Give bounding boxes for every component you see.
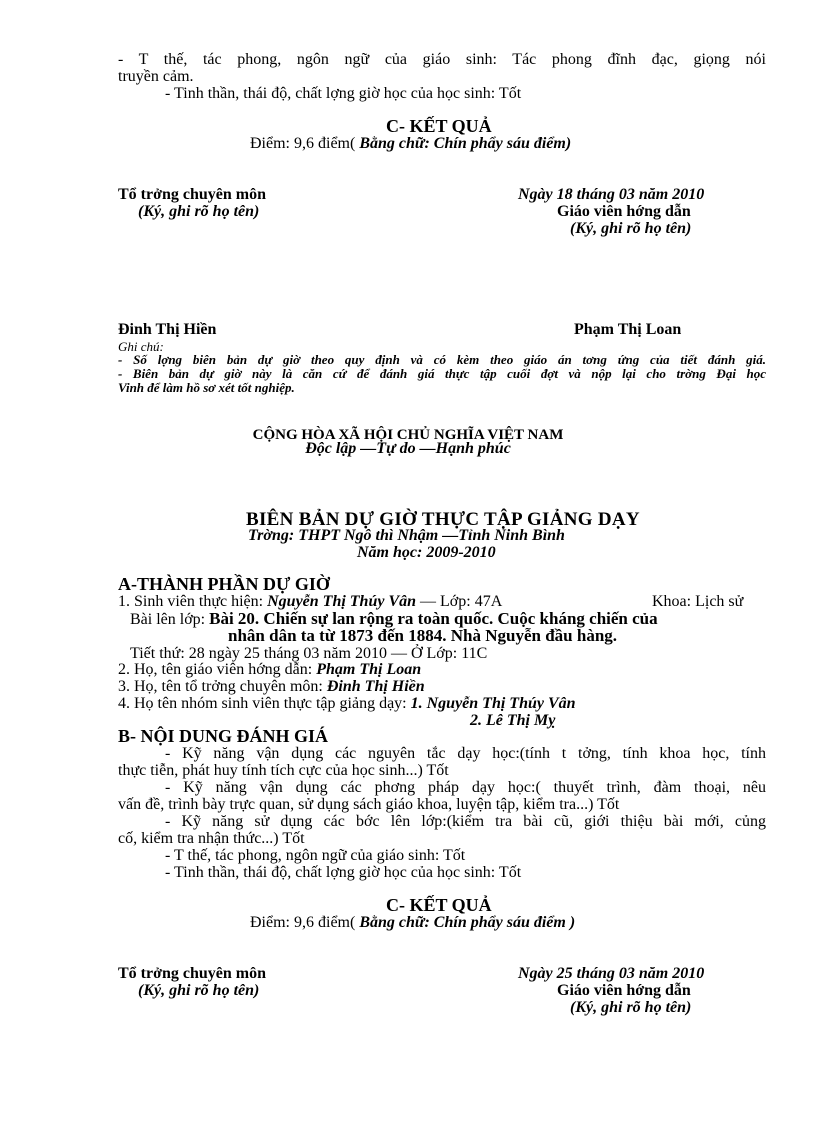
motto: Độc lập —Tự do —Hạnh phúc [305, 440, 511, 457]
section-a-heading: A-THÀNH PHẦN DỰ GIỜ [118, 574, 330, 594]
bottom-diem-prefix: Điểm: 9,6 điểm( [250, 914, 356, 931]
note-line-2a: - Biên bản dự giờ này là căn cứ để đánh giá thực tập cuối đợt và nộp lại cho trờng Đại học [118, 366, 766, 381]
bottom-gv-huong-dan: Giáo viên hớng dẫn [557, 982, 691, 999]
top-diem [250, 135, 571, 152]
criterion-3b: cố, kiểm tra nhận thức...) Tốt [118, 830, 305, 847]
item4-member-2: 2. Lê Thị Mỵ [470, 712, 556, 729]
top-ngay: Ngày 18 tháng 03 năm 2010 [518, 186, 705, 203]
bottom-diem-words: Bằng chữ: Chín phẩy sáu điểm ) [355, 914, 576, 931]
item1-label: 1. Sinh viên thực hiện: [118, 593, 268, 610]
item4-label: 4. Họ tên nhóm sinh viên thực tập giảng dạy: [118, 695, 411, 712]
bottom-ket-qua-title: C- KẾT QUẢ [386, 895, 492, 915]
bottom-ky-ghi-left: (Ký, ghi rõ họ tên) [138, 982, 260, 999]
top-name-right: Phạm Thị Loan [574, 321, 682, 338]
item3-label: 3. Họ, tên tổ trởng chuyên môn: [118, 678, 327, 695]
top-ky-ghi-left: (Ký, ghi rõ họ tên) [138, 203, 260, 220]
top-diem-words: Bằng chữ: Chín phẩy sáu điểm) [355, 135, 572, 152]
criterion-1a: - Kỹ năng vận dụng các nguyên tắc dạy học:(tính t tởng, tính khoa học, tính [165, 745, 766, 762]
top-tac-phong-line1: - T thế, tác phong, ngôn ngữ của giáo sinh: Tác phong đĩnh đạc, giọng nói [118, 51, 766, 68]
bottom-to-truong: Tổ trởng chuyên môn [118, 965, 266, 982]
republic-header: CỘNG HÒA XÃ HỘI CHỦ NGHĨA VIỆT NAM [252, 427, 564, 443]
note-line-1: - Số lợng biên bản dự giờ theo quy định và có kèm theo giáo án tơng ứng của tiết đánh giá. [118, 352, 766, 367]
section-b-heading: B- NỘI DUNG ĐÁNH GIÁ [118, 726, 329, 746]
top-diem-prefix: Điểm: 9,6 điểm( [250, 135, 356, 152]
criterion-4: - T thế, tác phong, ngôn ngữ của giáo sinh: Tốt [165, 847, 466, 864]
item1-class: — Lớp: 47A [416, 593, 503, 610]
school-label: Trờng: [248, 527, 295, 544]
criterion-3a: - Kỹ năng sử dụng các bớc lên lớp:(kiểm tra bài cũ, giới thiệu bài mới, củng [165, 813, 766, 830]
criterion-5: - Tinh thần, thái độ, chất lợng giờ học của học sinh: Tốt [165, 864, 522, 881]
criterion-2a: - Kỹ năng vận dụng các phơng pháp dạy học:( thuyết trình, đàm thoại, nêu [165, 779, 766, 796]
lesson-label: Bài lên lớp: [130, 611, 210, 628]
bottom-ky-ghi-right: (Ký, ghi rõ họ tên) [570, 999, 692, 1016]
top-name-left: Đinh Thị Hiền [118, 321, 217, 338]
school-year: Năm học: 2009-2010 [357, 544, 496, 561]
school-line [248, 527, 565, 544]
lesson-title-2: nhân dân ta từ 1873 đến 1884. Nhà Nguyễn đầu hàng. [228, 626, 618, 645]
top-tinh-than: - Tinh thần, thái độ, chất lợng giờ học của học sinh: Tốt [165, 85, 522, 102]
lesson-title-1: Bài 20. Chiến sự lan rộng ra toàn quốc. Cuộc kháng chiến của [209, 609, 658, 628]
ghi-chu-label: Ghi chú: [118, 339, 164, 354]
item2-teacher-name: Phạm Thị Loan [316, 661, 422, 678]
item1-student-name: Nguyễn Thị Thúy Vân [267, 593, 417, 610]
top-ket-qua-title: C- KẾT QUẢ [386, 116, 492, 136]
faculty: Khoa: Lịch sử [652, 593, 744, 610]
top-tac-phong-line2: truyền cảm. [118, 68, 194, 85]
section-a-item-4 [118, 695, 576, 712]
top-to-truong: Tổ trởng chuyên môn [118, 186, 266, 203]
criterion-1b: thực tiễn, phát huy tính tích cực của học sinh...) Tốt [118, 762, 449, 779]
top-ky-ghi-right: (Ký, ghi rõ họ tên) [570, 220, 692, 237]
criterion-2b: vấn đề, trình bày trực quan, sử dụng sách giáo khoa, luyện tập, kiểm tra...) Tốt [118, 796, 620, 813]
bottom-diem [250, 914, 575, 931]
note-line-2b: Vinh để làm hồ sơ xét tốt nghiệp. [118, 380, 295, 395]
item2-label: 2. Họ, tên giáo viên hớng dẫn: [118, 661, 317, 678]
item4-member-1: 1. Nguyễn Thị Thúy Vân [410, 695, 576, 712]
document-title: BIÊN BẢN DỰ GIỜ THỰC TẬP GIẢNG DẠY [246, 509, 640, 530]
lesson-period: Tiết thứ: 28 ngày 25 tháng 03 năm 2010 — Ở Lớp: 11C [130, 645, 488, 662]
bottom-ngay: Ngày 25 tháng 03 năm 2010 [518, 965, 705, 982]
section-a-item-2 [118, 661, 421, 678]
item3-head-name: Đinh Thị Hiền [326, 678, 425, 695]
section-a-item-1 [118, 593, 502, 610]
section-a-item-3 [118, 678, 425, 695]
top-gv-huong-dan: Giáo viên hớng dẫn [557, 203, 691, 220]
school-name: THPT Ngô thì Nhậm —Tỉnh Ninh Bình [294, 527, 565, 544]
